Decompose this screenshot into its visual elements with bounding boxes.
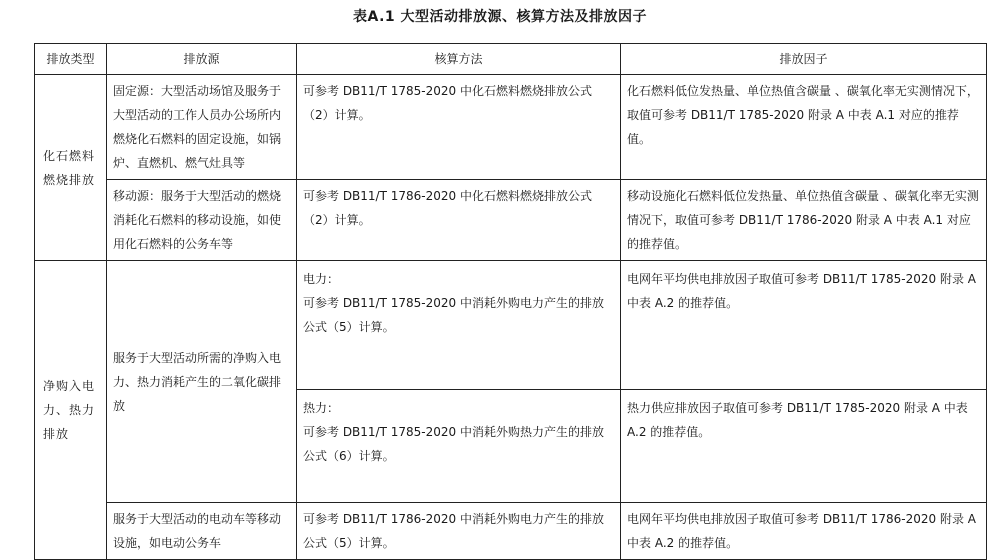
table-title: 表A.1 大型活动排放源、核算方法及排放因子 (352, 9, 648, 25)
power-method-block (297, 261, 620, 389)
heat-method-block (297, 389, 620, 502)
header-row (35, 44, 987, 75)
net-method-cell (297, 261, 621, 503)
fixed-method-cell: 可参考 DB11/T 1785-2020 中化石燃料燃烧排放公式（2）计算。 (297, 75, 621, 180)
header-emission-type: 排放类型 (35, 44, 107, 75)
header-calc-method: 核算方法 (297, 44, 621, 75)
emission-table (34, 43, 987, 560)
header-emission-source: 排放源 (107, 44, 297, 75)
table-row (35, 180, 987, 261)
heat-label: 热力： (303, 401, 340, 415)
fixed-factor-cell: 化石燃料低位发热量、单位热值含碳量 、碳氧化率无实测情况下，取值可参考 DB11/T 1785-2020 附录 A 中表 A.1 对应的推荐值。 (621, 75, 987, 180)
fossil-type-cell: 化石燃料燃烧排放 (35, 75, 107, 261)
heat-method-text: 可参考 DB11/T 1785-2020 中消耗外购热力产生的排放公式（6）计算。 (303, 425, 604, 463)
table-row (35, 75, 987, 180)
table-row (35, 503, 987, 560)
table-row (35, 261, 987, 503)
ev-method-cell: 可参考 DB11/T 1786-2020 中消耗外购电力产生的排放公式（5）计算。 (297, 503, 621, 560)
net-factor-cell (621, 261, 987, 503)
power-method-text: 可参考 DB11/T 1785-2020 中消耗外购电力产生的排放公式（5）计算。 (303, 296, 604, 334)
net-type-cell: 净购入电力、热力排放 (35, 261, 107, 560)
power-factor-text: 电网年平均供电排放因子取值可参考 DB11/T 1785-2020 附录 A 中表 A.2 的推荐值。 (627, 272, 976, 310)
ev-source-cell: 服务于大型活动的电动车等移动设施，如电动公务车 (107, 503, 297, 560)
ev-factor-cell: 电网年平均供电排放因子取值可参考 DB11/T 1786-2020 附录 A 中表 A.2 的推荐值。 (621, 503, 987, 560)
fixed-source-cell: 固定源：大型活动场馆及服务于大型活动的工作人员办公场所内燃烧化石燃料的固定设施，如锅炉、直燃机、燃气灶具等 (107, 75, 297, 180)
mobile-factor-cell: 移动设施化石燃料低位发热量、单位热值含碳量 、碳氧化率无实测情况下，取值可参考 DB11/T 1786-2020 附录 A 中表 A.1 对应的推荐值。 (621, 180, 987, 261)
heat-factor-text: 热力供应排放因子取值可参考 DB11/T 1785-2020 附录 A 中表 A.2 的推荐值。 (621, 389, 986, 502)
mobile-method-cell: 可参考 DB11/T 1786-2020 中化石燃料燃烧排放公式（2）计算。 (297, 180, 621, 261)
power-label: 电力： (303, 272, 340, 286)
mobile-source-cell: 移动源：服务于大型活动的燃烧消耗化石燃料的移动设施，如使用化石燃料的公务车等 (107, 180, 297, 261)
net-source-cell: 服务于大型活动所需的净购入电力、热力消耗产生的二氧化碳排放 (107, 261, 297, 503)
header-emission-factor: 排放因子 (621, 44, 987, 75)
